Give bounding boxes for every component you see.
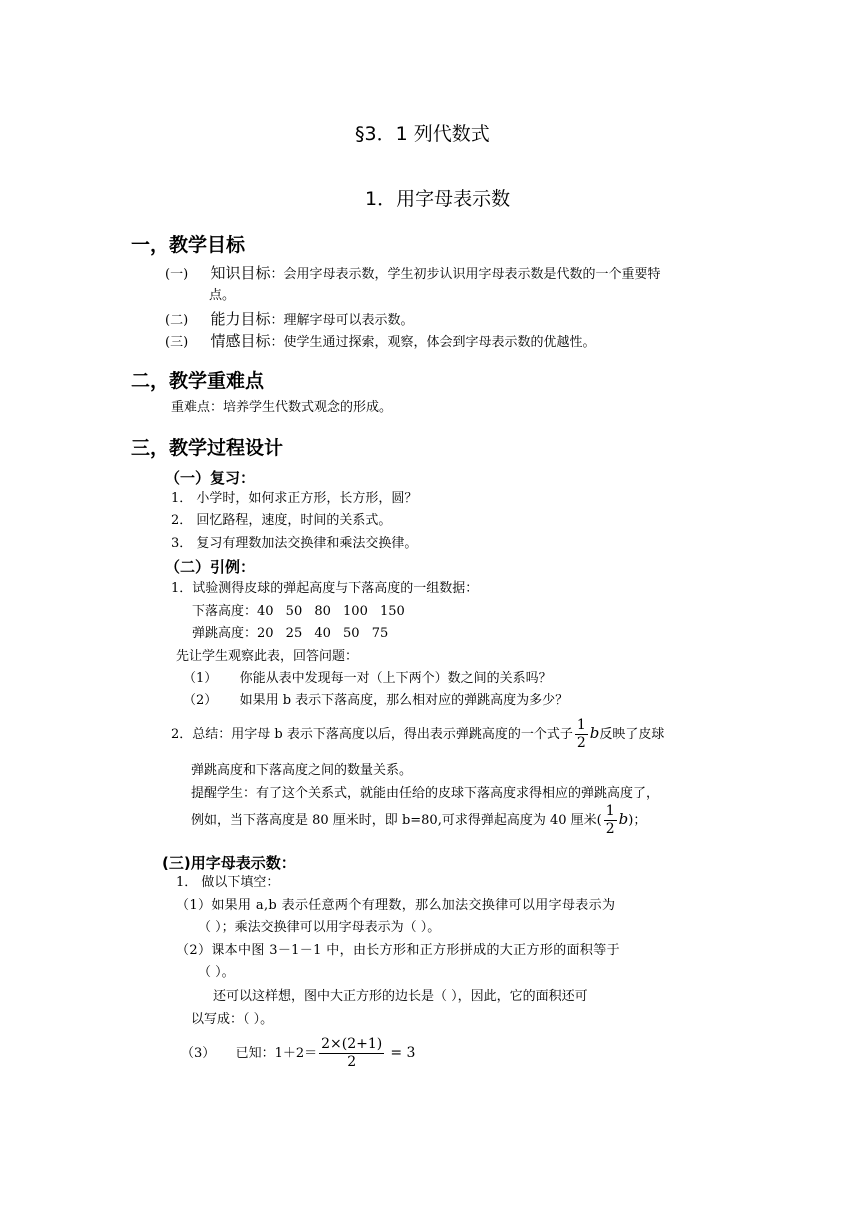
document-title: §3．1 列代数式 [355, 123, 490, 145]
document-subtitle: 1．用字母表示数 [365, 188, 511, 210]
summary-line [171, 717, 664, 752]
question-2-number: （2） [183, 693, 218, 708]
observe-prompt: 先让学生观察此表，回答问题： [176, 649, 359, 664]
example-heading: （二）引例： [165, 558, 256, 576]
question-1 [183, 670, 552, 688]
problem-3-line [181, 1036, 415, 1071]
example-intro: 1．试验测得皮球的弹起高度与下落高度的一组数据： [171, 581, 479, 596]
question-1-number: （1） [183, 671, 218, 686]
problem-3-fraction [319, 1036, 384, 1071]
fill-in-instruction: 1． 做以下填空： [176, 875, 280, 890]
variable-b: b [589, 724, 600, 742]
fraction-numerator: 1 [576, 717, 586, 733]
fraction-denominator: 2 [576, 735, 586, 751]
review-item-2: 2． 回忆路程，速度，时间的关系式。 [171, 513, 392, 528]
fraction-denominator-2: 2 [605, 821, 615, 837]
goal-item-3-number: (三) [165, 335, 189, 350]
problem-3-lead: 已知：1＋2＝ [235, 1046, 318, 1061]
variable-b-2: b [618, 810, 629, 828]
problem-3-numerator: 2×(2+1) [321, 1036, 383, 1052]
problem-3-denominator: 2 [347, 1054, 357, 1070]
review-heading: （一）复习： [165, 469, 256, 487]
key-difficulty-text: 重难点：培养学生代数式观念的形成。 [171, 400, 393, 415]
example-line [191, 803, 646, 838]
summary-continuation: 弹跳高度和下落高度之间的数量关系。 [191, 763, 413, 778]
goal-item-3-key: 情感目标 [210, 332, 271, 350]
fall-height-row: 下落高度：40 50 80 100 150 [192, 604, 405, 619]
question-2 [183, 692, 568, 710]
problem-1-line-2: （ ）；乘法交换律可以用字母表示为（ ）。 [198, 920, 441, 935]
problem-3-number: （3） [181, 1046, 216, 1061]
reminder-text: 提醒学生：有了这个关系式，就能由任给的皮球下落高度求得相应的弹跳高度了， [191, 786, 660, 801]
goal-item-3 [165, 332, 595, 352]
problem-3-result: = 3 [390, 1045, 416, 1061]
goal-item-1-key: 知识目标 [210, 264, 271, 282]
fraction-numerator-2: 1 [605, 803, 615, 819]
letters-heading: (三)用字母表示数： [162, 854, 296, 872]
fraction-one-half-2 [604, 803, 617, 838]
section-3-heading: 三，教学过程设计 [131, 437, 284, 459]
section-1-heading: 一，教学目标 [131, 234, 246, 256]
goal-item-2-key: 能力目标 [210, 310, 271, 328]
question-1-text: 你能从表中发现每一对（上下两个）数之间的关系吗？ [239, 671, 552, 686]
section-2-heading: 二，教学重难点 [131, 370, 265, 392]
fraction-one-half [575, 717, 588, 752]
review-item-1: 1． 小学时，如何求正方形，长方形，圆？ [171, 491, 418, 506]
summary-text-end: 反映了皮球 [599, 727, 665, 742]
goal-item-1-text: ：会用字母表示数，学生初步认识用字母表示数是代数的一个重要特 [270, 267, 661, 282]
problem-2-line-4: 以写成：（ ）。 [191, 1012, 274, 1027]
problem-1-line-1: （1）如果用 a,b 表示任意两个有理数，那么加法交换律可以用字母表示为 [176, 898, 616, 913]
goal-item-1-continuation: 点。 [209, 288, 236, 303]
summary-text-start: 2．总结：用字母 b 表示下落高度以后，得出表示弹跳高度的一个式子 [171, 727, 573, 742]
goal-item-1-number: (一) [165, 267, 189, 282]
goal-item-2-number: (二) [165, 313, 189, 328]
goal-item-3-text: ：使学生通过探索，观察，体会到字母表示数的优越性。 [270, 335, 596, 350]
problem-2-line-3: 还可以这样想，图中大正方形的边长是（ ），因此，它的面积还可 [213, 989, 588, 1004]
question-2-text: 如果用 b 表示下落高度，那么相对应的弹跳高度为多少？ [239, 693, 569, 708]
goal-item-2 [165, 310, 413, 330]
problem-2-line-1: （2）课本中图 3－1－1 中，由长方形和正方形拼成的大正方形的面积等于 [176, 943, 620, 958]
example-text-end: )； [628, 813, 647, 828]
problem-2-line-2: （ ）。 [198, 965, 235, 980]
review-item-3: 3． 复习有理数加法交换律和乘法交换律。 [171, 536, 418, 551]
bounce-height-row: 弹跳高度：20 25 40 50 75 [192, 626, 389, 641]
example-text-start: 例如，当下落高度是 80 厘米时，即 b=80,可求得弹起高度为 40 厘米( [191, 813, 602, 828]
goal-item-1 [165, 264, 660, 284]
goal-item-2-text: ：理解字母可以表示数。 [270, 313, 414, 328]
